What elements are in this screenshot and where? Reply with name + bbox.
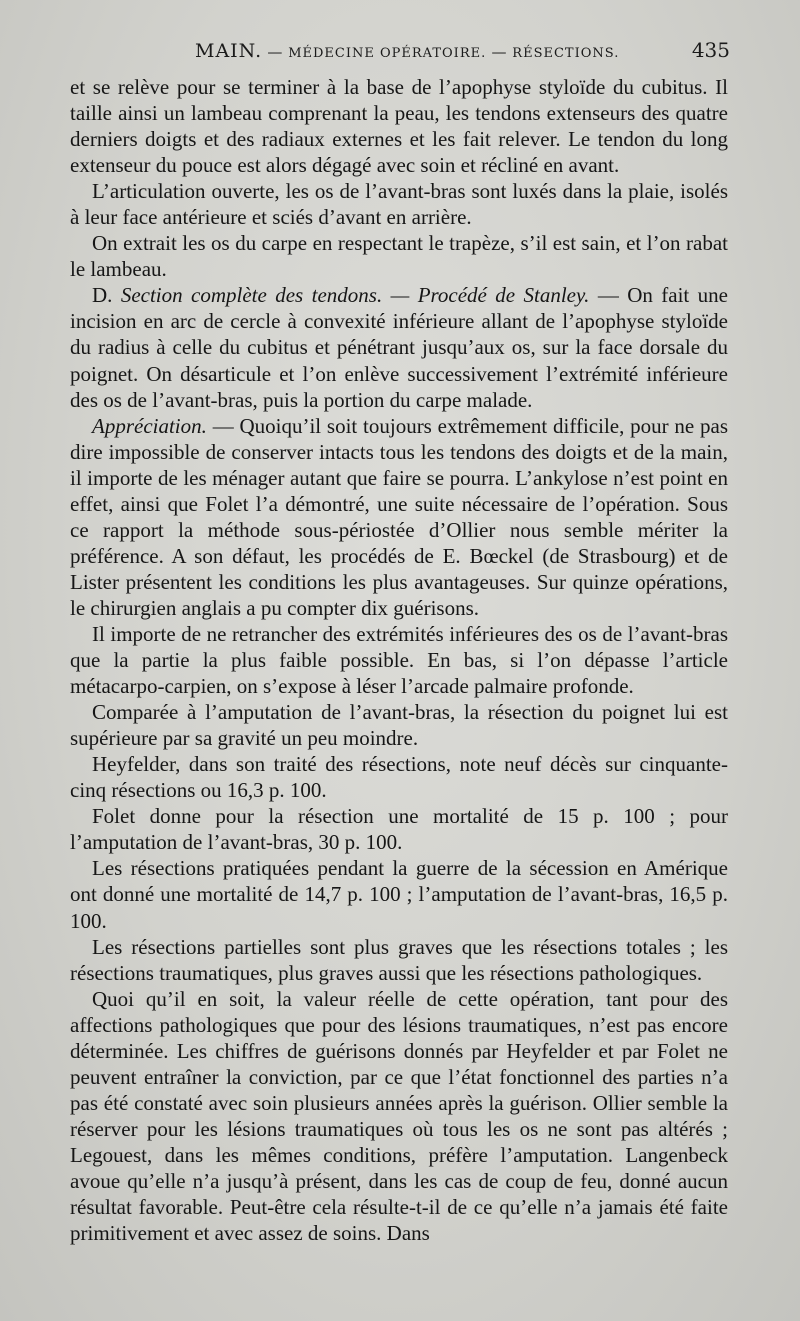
body-text (70, 74, 728, 1246)
page-number: 435 (691, 38, 730, 62)
paragraph: Folet donne pour la résection une mortalité de 15 p. 100 ; pour l’amputation de l’avant-bras, 30 p. 100. (70, 804, 728, 855)
paragraph-text: — Quoiqu’il soit toujours extrêmement difficile, pour ne pas dire impossible de conserver intacts tous les tendons des doigts et de la main, il importe de les ménager autant que faire se pourra. L’ankylose n’est point en effet, ainsi que Folet l’a démontré, une suite nécessaire de l’opération. Sous ce rapport la méthode sous-périostée d’Ollier nous semble mériter la préférence. A son défaut, les procédés de E. Bœckel (de Strasbourg) et de Lister présentent les conditions les plus avantageuses. Sur quinze opérations, le chirurgien anglais a pu compter dix guérisons. (70, 413, 728, 620)
running-head-main: MAIN. (195, 40, 263, 62)
running-head-dash: — (491, 43, 508, 61)
paragraph: Les résections pratiquées pendant la guerre de la sécession en Amérique ont donné une mortalité de 14,7 p. 100 ; l’amputation de l’avant-bras, 16,5 p. 100. (70, 856, 728, 933)
running-head-dash: — (267, 43, 283, 61)
paragraph: et se relève pour se terminer à la base de l’apophyse styloïde du cubitus. Il taille ainsi un lambeau comprenant la peau, les tendons extenseurs des quatre derniers doigts et des radiaux externes et les fait relever. Le tendon du long extenseur du pouce est alors dégagé avec soin et récliné en avant. (70, 75, 728, 178)
paragraph: On extrait les os du carpe en respectant le trapèze, s’il est sain, et l’on rabat le lambeau. (70, 231, 728, 282)
paragraph: Comparée à l’amputation de l’avant-bras, la résection du poignet lui est supérieure par sa gravité un peu moindre. (70, 700, 728, 751)
paragraph (70, 282, 728, 412)
running-head-section: MÉDECINE OPÉRATOIRE. (288, 46, 487, 61)
section-heading: Section complète des tendons. — Procédé de Stanley. (120, 283, 590, 308)
paragraph: Quoi qu’il en soit, la valeur réelle de cette opération, tant pour des affections pathologiques que pour des lésions traumatiques, n’est pas encore déterminée. Les chiffres de guérisons donnés par Heyfelder et par Folet ne peuvent entraîner la conviction, par ce que l’état fonctionnel des parties n’a pas été constaté avec soin plusieurs années après la guérison. Ollier semble la réserver pour les lésions traumatiques où tous les os ne sont pas altérés ; Legouest, dans les mêmes conditions, préfère l’amputation. Langenbeck avoue qu’elle n’a jusqu’à présent, dans les cas de coup de feu, donné aucun résultat favorable. Peut-être cela résulte-t-il de ce qu’elle n’a jamais été faite primitivement et avec assez de soins. Dans (70, 986, 728, 1246)
paragraph: Il importe de ne retrancher des extrémités inférieures des os de l’avant-bras que la partie la plus faible possible. En bas, si l’on dépasse l’article métacarpo-carpien, on s’expose à léser l’arcade palmaire profonde. (70, 621, 728, 699)
page-header (70, 40, 730, 70)
section-letter: D. (92, 283, 113, 308)
running-head (195, 40, 619, 62)
paragraph (70, 413, 728, 621)
paragraph: Heyfelder, dans son traité des résections, note neuf décès sur cinquante-cinq résections ou 16,3 p. 100. (70, 752, 728, 803)
running-head-subsection: RÉSECTIONS. (512, 46, 620, 61)
section-heading: Appréciation. (92, 413, 207, 438)
paragraph-text: — On fait une incision en arc de cercle à convexité inférieure allant de l’apophyse styloïde du radius à celle du cubitus et pénétrant jusqu’aux os, sur la face dorsale du poignet. On désarticule et l’on enlève successivement l’extrémité inférieure des os de l’avant-bras, puis la portion du carpe malade. (70, 283, 728, 412)
paragraph: L’articulation ouverte, les os de l’avant-bras sont luxés dans la plaie, isolés à leur face antérieure et sciés d’avant en arrière. (70, 179, 728, 230)
paragraph: Les résections partielles sont plus graves que les résections totales ; les résections traumatiques, plus graves aussi que les résections pathologiques. (70, 934, 728, 985)
